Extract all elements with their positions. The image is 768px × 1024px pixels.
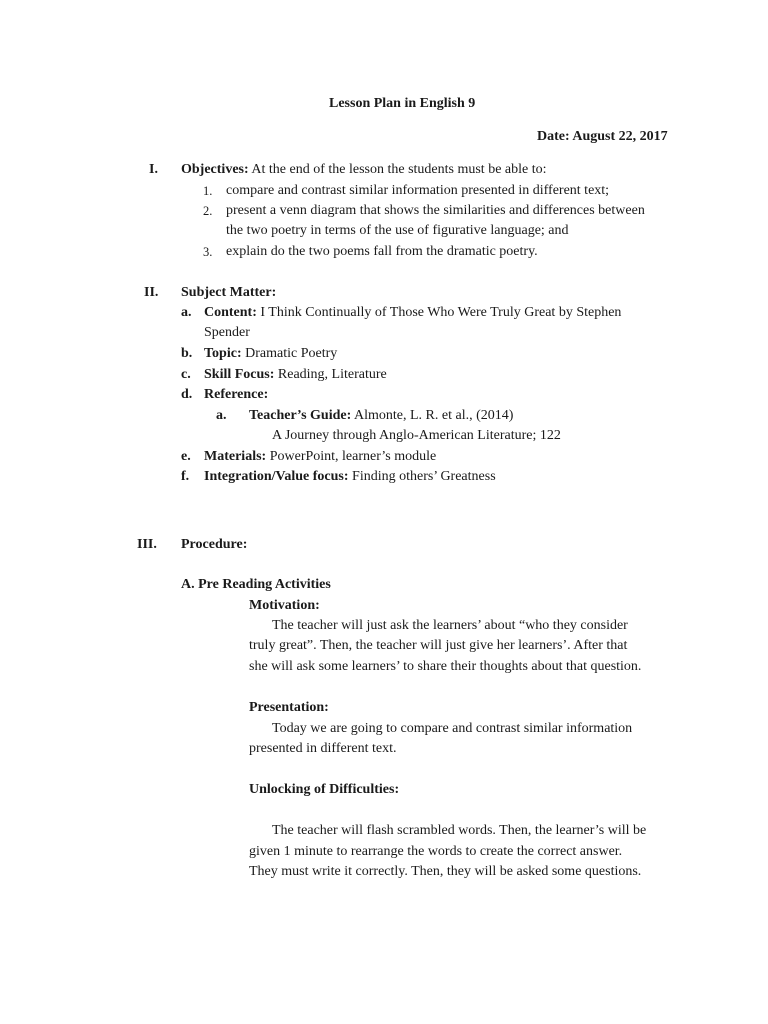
integration-value: Finding others’ Greatness	[352, 469, 496, 484]
unlocking-text: given 1 minute to rearrange the words to create the correct answer.	[249, 844, 623, 859]
procedure-heading: Procedure:	[181, 537, 248, 552]
section-numeral: II.	[144, 285, 159, 300]
objective-number: 2.	[203, 204, 213, 218]
topic-label: Topic:	[204, 346, 242, 361]
motivation-text: she will ask some learners’ to share their thoughts about that question.	[249, 659, 642, 674]
objective-item: compare and contrast similar information presented in different text;	[226, 183, 610, 198]
objectives-intro: At the end of the lesson the students must be able to:	[251, 162, 547, 177]
skill-value: Reading, Literature	[277, 367, 387, 382]
skill-label: Skill Focus:	[204, 367, 275, 382]
guide-line	[249, 406, 513, 427]
guide-value: Almonte, L. R. et al., (2014)	[354, 408, 514, 423]
guide-book: A Journey through Anglo-American Literature; 122	[272, 428, 561, 443]
materials-line	[204, 447, 436, 468]
objective-number: 3.	[203, 245, 213, 259]
item-letter: a.	[181, 305, 192, 320]
topic-line	[204, 344, 337, 365]
guide-label: Teacher’s Guide:	[249, 408, 352, 423]
reference-label: Reference:	[204, 387, 269, 402]
motivation-text: truly great”. Then, the teacher will just give her learners’. After that	[249, 638, 628, 653]
lesson-date: Date: August 22, 2017	[537, 129, 668, 144]
content-value: I Think Continually of Those Who Were Truly Great by Stephen	[260, 305, 622, 320]
objective-item-continued: the two poetry in terms of the use of figurative language; and	[226, 223, 569, 238]
page-title: Lesson Plan in English 9	[329, 96, 476, 111]
materials-label: Materials:	[204, 449, 267, 464]
item-letter: d.	[181, 387, 193, 402]
materials-value: PowerPoint, learner’s module	[269, 449, 437, 464]
item-letter: b.	[181, 346, 193, 361]
objective-item: explain do the two poems fall from the dramatic poetry.	[226, 244, 538, 259]
integration-line	[204, 467, 496, 488]
item-letter: c.	[181, 367, 191, 382]
pre-reading-heading: A. Pre Reading Activities	[181, 577, 331, 592]
objectives-label: Objectives:	[181, 162, 249, 177]
objectives-heading	[181, 160, 547, 181]
content-value-continued: Spender	[204, 325, 250, 340]
skill-line	[204, 365, 387, 386]
item-letter: f.	[181, 469, 190, 484]
unlocking-text: The teacher will flash scrambled words. Then, the learner’s will be	[272, 823, 647, 838]
item-letter: e.	[181, 449, 191, 464]
section-numeral: III.	[137, 537, 157, 552]
topic-value: Dramatic Poetry	[245, 346, 338, 361]
presentation-title: Presentation:	[249, 700, 329, 715]
unlocking-text: They must write it correctly. Then, they will be asked some questions.	[249, 864, 642, 879]
unlocking-title: Unlocking of Difficulties:	[249, 782, 400, 797]
presentation-text: presented in different text.	[249, 741, 397, 756]
presentation-text: Today we are going to compare and contrast similar information	[272, 721, 633, 736]
section-numeral: I.	[149, 162, 158, 177]
subject-matter-heading: Subject Matter:	[181, 285, 277, 300]
motivation-title: Motivation:	[249, 598, 320, 613]
content-label: Content:	[204, 305, 257, 320]
motivation-text: The teacher will just ask the learners’ about “who they consider	[272, 618, 628, 633]
item-letter: a.	[216, 408, 227, 423]
objective-number: 1.	[203, 184, 213, 198]
integration-label: Integration/Value focus:	[204, 469, 349, 484]
objective-item: present a venn diagram that shows the similarities and differences between	[226, 203, 645, 218]
content-line	[204, 303, 621, 324]
